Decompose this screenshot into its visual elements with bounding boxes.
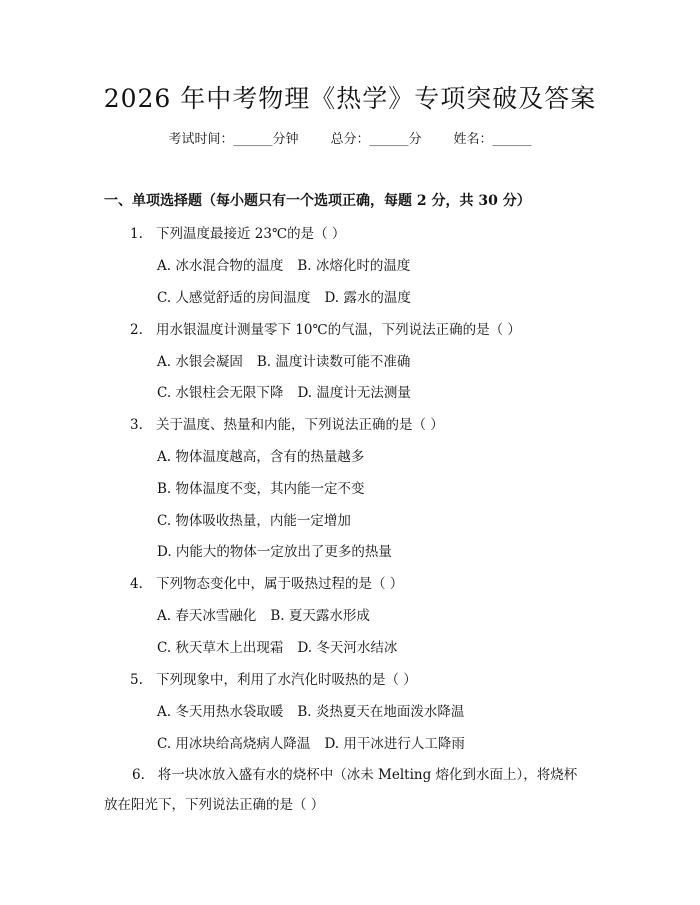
option-b: B. 炎热夏天在地面泼水降温 — [297, 704, 465, 720]
option-d: D. 用干冰进行人工降雨 — [324, 736, 465, 752]
option-d: D. 温度计无法测量 — [297, 385, 411, 401]
question-6 — [104, 765, 604, 815]
section-heading: 一、单项选择题（每小题只有一个选项正确，每题 2 分，共 30 分） — [104, 193, 531, 209]
question-1-options-row-1 — [157, 256, 410, 276]
total-score-field: 总分：______分 — [330, 132, 422, 147]
question-number: 3. — [130, 417, 143, 433]
option-a: A. 冬天用热水袋取暖 — [157, 704, 284, 720]
question-6-stem-line-2: 放在阳光下，下列说法正确的是（ ） — [104, 797, 325, 813]
question-5 — [130, 670, 417, 690]
option-a: A. 冰水混合物的温度 — [157, 258, 284, 274]
question-4-options-row-1 — [157, 606, 370, 626]
question-3-option-c: C. 物体吸收热量，内能一定增加 — [157, 513, 351, 529]
question-number: 1. — [130, 226, 143, 242]
question-4-options-row-2 — [157, 638, 397, 658]
question-6-stem-line-1 — [104, 765, 604, 785]
question-1 — [130, 224, 345, 244]
question-2-options-row-1 — [157, 352, 410, 372]
option-c: C. 水银柱会无限下降 — [157, 385, 284, 401]
page-title: 2026 年中考物理《热学》专项突破及答案 — [103, 84, 597, 113]
question-stem: 用水银温度计测量零下 10℃的气温，下列说法正确的是（ ） — [156, 322, 521, 338]
exam-time-field: 考试时间：______分钟 — [168, 132, 299, 147]
option-b: B. 夏天露水形成 — [270, 608, 370, 624]
exam-info-line — [0, 130, 700, 150]
name-field: 姓名：______ — [453, 132, 532, 147]
question-5-options-row-2 — [157, 734, 465, 754]
question-2-options-row-2 — [157, 383, 411, 403]
question-stem: 将一块冰放入盛有水的烧杯中（冰未 Melting 熔化到水面上），将烧杯 — [157, 767, 578, 783]
question-stem: 关于温度、热量和内能，下列说法正确的是（ ） — [156, 417, 444, 433]
question-stem: 下列温度最接近 23℃的是（ ） — [156, 226, 346, 242]
option-d: D. 冬天河水结冰 — [297, 640, 398, 656]
question-4 — [130, 574, 403, 594]
question-3-option-a: A. 物体温度越高，含有的热量越多 — [157, 449, 365, 465]
question-3-option-d: D. 内能大的物体一定放出了更多的热量 — [157, 544, 392, 560]
question-stem: 下列现象中，利用了水汽化时吸热的是（ ） — [156, 672, 417, 688]
question-number: 2. — [130, 322, 143, 338]
option-a: A. 春天冰雪融化 — [157, 608, 257, 624]
question-5-options-row-1 — [157, 702, 464, 722]
question-number: 6. — [132, 767, 145, 783]
question-1-options-row-2 — [157, 288, 411, 308]
question-number: 5. — [130, 672, 143, 688]
option-c: C. 用冰块给高烧病人降温 — [157, 736, 311, 752]
question-3-option-b: B. 物体温度不变，其内能一定不变 — [157, 481, 365, 497]
option-b: B. 温度计读数可能不准确 — [256, 354, 411, 370]
option-b: B. 冰熔化时的温度 — [297, 258, 411, 274]
question-number: 4. — [130, 576, 143, 592]
question-2 — [130, 320, 521, 340]
option-c: C. 人感觉舒适的房间温度 — [157, 290, 311, 306]
option-d: D. 露水的温度 — [324, 290, 411, 306]
option-a: A. 水银会凝固 — [157, 354, 243, 370]
question-stem: 下列物态变化中，属于吸热过程的是（ ） — [156, 576, 404, 592]
option-c: C. 秋天草木上出现霜 — [157, 640, 284, 656]
question-3 — [130, 415, 444, 435]
